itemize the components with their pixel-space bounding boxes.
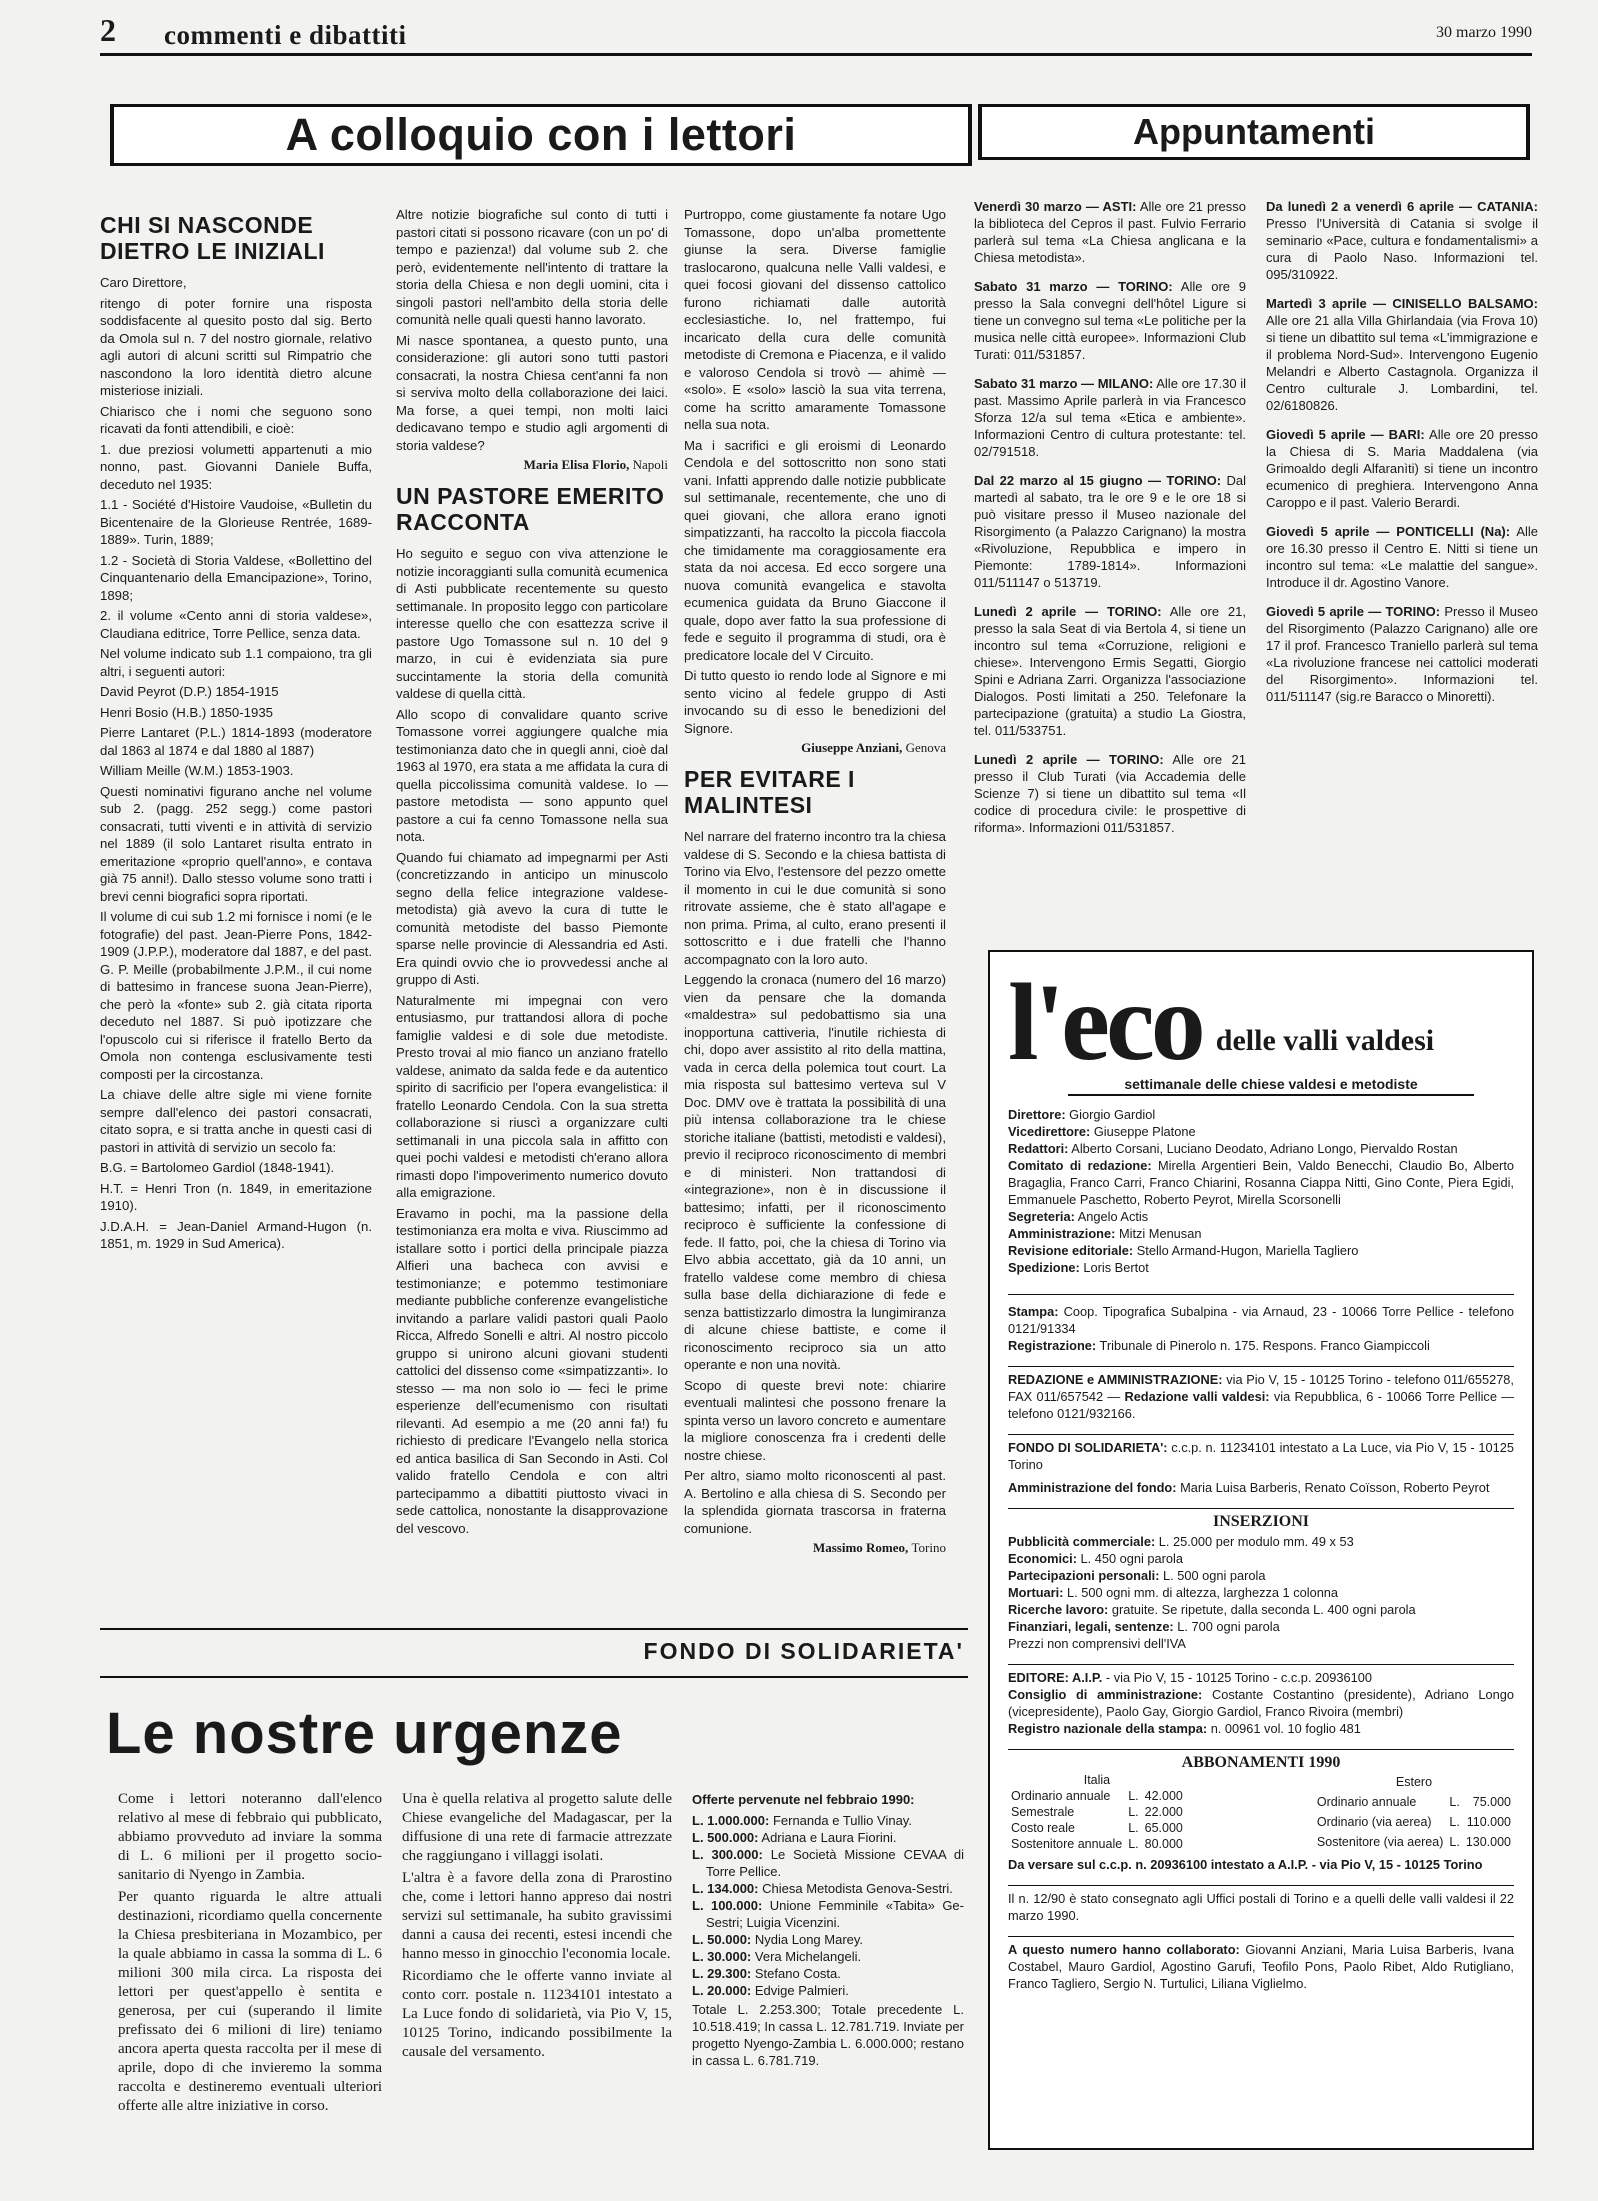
offerta-amount: L. 300.000: (692, 1847, 763, 1862)
page-header (100, 12, 1532, 56)
staff-item (1008, 1140, 1514, 1157)
eco-redazione-value: via Pio V, 15 - 10125 Torino - telefono 011/655278, FAX 011/657542 — (1008, 1372, 1514, 1404)
offerte-title: Offerte pervenute nel febbraio 1990: (692, 1792, 915, 1807)
article-paragraph: Scopo di queste brevi note: chiarire eventuali malintesi che possono frenare la spinta verso un lavoro concreto e aumentare la migliore conoscenza fra i credenti delle nostre chiese. (684, 1377, 946, 1463)
article-paragraph: Eravamo in pochi, ma la passione della testimonianza era molta e viva. Riuscimmo ad istallare sotto i portici della principale piazza Alfieri una bacheca con avvisi e testimonianze; e potemmo testimoniare mediante pubbliche conferenze evangelistiche invitando a parlare validi pastori quali Paolo Ricca, Alfredo Sonelli e altri. Al nostro piccolo gruppo si unirono alcuni giovani studenti cattolici del dissenso come «simpatizzanti». Io stesso — ma non solo io — feci le prime esperienze dell'ecumenismo con risultati rilevanti. Ad esempio a me (20 anni fa!) fu richiesto di predicare l'Evangelo nella storica ed antica basilica di San Secondo in Asti. Col valido fratello Cendola e con altri partecipammo a dibattiti piuttosto vivaci in sede cattolica, nonostante la disapprovazione del vescovo. (396, 1205, 668, 1536)
staff-label: Redattori: (1008, 1141, 1069, 1156)
eco-collaborato-block (1008, 1936, 1514, 1992)
staff-value: Giuseppe Platone (1093, 1124, 1196, 1139)
fondo-title: Le nostre urgenze (106, 1701, 623, 1766)
article-paragraph: 2. il volume «Cento anni di storia valdese», Claudiana editrice, Torre Pellice, senza data. (100, 608, 372, 641)
appuntamento-item (1266, 523, 1538, 591)
abbonamento-row (1314, 1792, 1514, 1812)
staff-value: Mitzi Menusan (1118, 1226, 1202, 1241)
offerta-who: Le Società Missione CEVAA di Torre Pellice. (706, 1847, 964, 1879)
abbonamento-row (1008, 1820, 1186, 1836)
staff-label: Direttore: (1008, 1107, 1066, 1122)
offerta-who: Edvige Palmieri. (754, 1983, 849, 1998)
appuntamento-when: Martedì 3 aprile — CINISELLO BALSAMO: (1266, 296, 1538, 311)
fondo-column-3 (692, 1790, 964, 2190)
appuntamento-text: Alle ore 20 presso la Chiesa di S. Maria Maddalena (via Grimoaldo degli Alfaranìti) si tiene un incontro ecumenico di preghiera. Intervengono Anna Caroppo e il past. Valerio Berardi. (1266, 427, 1538, 510)
fondo-paragraph: Ricordiamo che le offerte vanno inviate al conto corr. postale n. 11234101 intestato a La Luce fondo di solidarietà, via Pio V, 15, 10125 Torino, indicando possibilmente la causale del versamento. (402, 1968, 672, 2060)
signature-name: Maria Elisa Florio (523, 457, 627, 472)
abbonamento-row (1008, 1836, 1186, 1852)
eco-logo: l'eco (1008, 961, 1202, 1083)
abbonamento-row (1008, 1804, 1186, 1820)
appuntamento-text: Alle ore 16.30 presso il Centro E. Nitti si tiene un incontro sul tema: «Le malattie del sangue». Introduce il dr. Agostino Vanore. (1266, 524, 1538, 590)
staff-item (1008, 1259, 1514, 1276)
article-paragraph: Mi nasce spontanea, a questo punto, una considerazione: gli autori sono tutti pastori consacrati, la nostra Chiesa cent'anni fa non si serviva molto della collaborazione dei laici. Ma forse, a quei tempi, non molti laici dedicavano tempo e studio agli argomenti di storia valdese? (396, 332, 668, 453)
lettori-title-box (110, 104, 972, 166)
abbonamento-cell: 65.000 (1144, 1821, 1183, 1835)
staff-item (1008, 1106, 1514, 1123)
article-paragraph: David Peyrot (D.P.) 1854-1915 (100, 684, 279, 699)
article-paragraph: Ma i sacrifici e gli eroismi di Leonardo Cendola e del sottoscritto non sono stati vani. Infatti apprendo dalle notizie pubblicate sul settimanale, recentemente, che uno di quei giovani, che allora erano ignoti simpatizzanti, ha raccolto la piccola fiaccola che timidamente ma coraggiosamente era stata da noi accesa. Ed ecco sorgere una nuova comunità evangelica e stavolta ecumenica guidata da Bruno Giaccone il quale, dopo aver fatto la sua professione di fede e seguito il programma di studi, ora è predicatore locale del V Circuito. (684, 437, 946, 663)
appuntamento-when: Sabato 31 marzo — MILANO: (974, 376, 1154, 391)
eco-amm-fondo-value: Maria Luisa Barberis, Renato Coïsson, Roberto Peyrot (1180, 1480, 1490, 1495)
staff-label: Segreteria: (1008, 1209, 1075, 1224)
eco-chiuso-block (1008, 1885, 1514, 1924)
eco-inserzioni-block (1008, 1508, 1514, 1652)
abbonamento-cell: 110.000 (1466, 1815, 1511, 1829)
lettori-title: A colloquio con i lettori (285, 109, 797, 160)
staff-value: Giorgio Gardiol (1069, 1107, 1156, 1122)
issue-date: 30 marzo 1990 (1436, 24, 1532, 41)
eco-inserzioni-title: INSERZIONI (1212, 1513, 1310, 1530)
article-paragraph: Questi nominativi figurano anche nel volume sub 2. (pagg. 252 segg.) come pastori consacrati, tutti viventi e in attività di servizio nel 1889 (il solo Lantaret risulta entrato in emeritazione «proprio quell'anno», e contava già 75 anni!). Dallo stesso volume sono tratti i brevi cenni biografici sopra riportati. (100, 783, 372, 904)
offerta-amount: L. 1.000.000: (692, 1813, 770, 1828)
appuntamento-item (974, 278, 1246, 363)
staff-item (1008, 1225, 1514, 1242)
abbonamento-cell: Ordinario (via aerea) (1316, 1815, 1432, 1829)
eco-redazione-valli-label: Redazione valli valdesi: (1124, 1389, 1270, 1404)
fondo-paragraph: Come i lettori noteranno dall'elenco relativo al mese di febbraio qui pubblicato, abbiamo provveduto ad inviare la somma di L. 6 milioni per il progetto socio-sanitario di Nyengo in Zambia. (118, 1791, 382, 1883)
appuntamento-text: Alle ore 21 presso il Club Turati (via Accademia delle Scienze 7) si tiene un dibattito sul tema «Il codice di procedura civile: le prospettive di riforma». Informazioni 011/531857. (974, 752, 1246, 835)
offerta-amount: L. 29.300: (692, 1966, 752, 1981)
eco-stampa-block (1008, 1294, 1514, 1354)
offerta-item (692, 1829, 964, 1846)
offerta-item (692, 1880, 964, 1897)
eco-abbonamenti-title: ABBONAMENTI 1990 (1181, 1754, 1341, 1771)
signature-city: Napoli (632, 457, 668, 472)
appuntamenti-title: Appuntamenti (1133, 111, 1375, 152)
eco-abbonamenti-block (1008, 1749, 1514, 1873)
abbonamento-row (1314, 1832, 1514, 1852)
appuntamento-item (1266, 198, 1538, 283)
appuntamento-when: Da lunedì 2 a venerdì 6 aprile — CATANIA: (1266, 199, 1538, 214)
inserzione-label: Finanziari, legali, sentenze: (1008, 1619, 1174, 1634)
article-paragraph: Nel narrare del fraterno incontro tra la chiesa valdese di S. Secondo e la chiesa battista di Torino via Elvo, l'estensore del pezzo omette il momento in cui le due comunità si sono ritrovate assieme, che è stato all'agape e non prima. Prima, al culto, erano presenti il sottoscritto e i due fratelli che l'hanno accompagnato con la loro auto. (684, 829, 946, 967)
abbonamento-cell: 130.000 (1465, 1835, 1511, 1849)
abbonamento-cell: Semestrale (1011, 1805, 1075, 1819)
abbonamento-cell: 80.000 (1144, 1837, 1183, 1851)
signature-city: Torino (911, 1540, 946, 1555)
offerta-who: Vera Michelangeli. (754, 1949, 862, 1964)
abbonamenti-estero-head: Estero (1395, 1775, 1433, 1789)
article-signature: Massimo Romeo, Torino (812, 1540, 946, 1555)
inserzione-value: L. 450 ogni parola (1080, 1551, 1184, 1566)
offerta-amount: L. 30.000: (692, 1949, 752, 1964)
offerta-item (692, 1931, 964, 1948)
offerta-who: Stefano Costa. (754, 1966, 841, 1981)
inserzione-value: Prezzi non comprensivi dell'IVA (1008, 1636, 1186, 1651)
offerta-item (692, 1948, 964, 1965)
eco-collaborato-label: A questo numero hanno collaborato: (1008, 1942, 1240, 1957)
staff-item (1008, 1208, 1514, 1225)
staff-label: Revisione editoriale: (1008, 1243, 1134, 1258)
abbonamento-row (1314, 1812, 1514, 1832)
abbonamento-cell: Ordinario annuale (1011, 1789, 1111, 1803)
eco-consiglio-label: Consiglio di amministrazione: (1008, 1687, 1203, 1702)
abbonamento-cell: Sostenitore annuale (1011, 1837, 1123, 1851)
lettori-column-3 (684, 206, 946, 1616)
appuntamento-text: Alle ore 17.30 il past. Massimo Aprile parlerà in via Francesco Sforza 12/a sul tema «Etica e ambiente». Informazioni Centro di cultura protestante: tel. 02/791518. (974, 376, 1246, 459)
abbonamenti-italia-head: Italia (1083, 1773, 1111, 1787)
lettori-column-2 (396, 206, 668, 1626)
eco-logo-subtitle: delle valli valdesi (1215, 1024, 1435, 1057)
staff-item (1008, 1242, 1514, 1259)
offerta-item (692, 1982, 964, 1999)
abbonamento-cell: L. (1128, 1821, 1139, 1835)
appuntamento-when: Dal 22 marzo al 15 giugno — TORINO: (974, 473, 1222, 488)
article-paragraph: 1.2 - Società di Storia Valdese, «Bollettino del Cinquantenario della Emancipazione», Torino, 1898; (100, 552, 372, 603)
offerta-amount: L. 100.000: (692, 1898, 763, 1913)
offerta-item (692, 1846, 964, 1880)
article-paragraph: Altre notizie biografiche sul conto di tutti i pastori citati si possono ricavare (con un po' di tempo e pazienza!) dal volume sub 2. che però, evidentemente nell'intento di trattare la storia della Chiesa e non degli uomini, cita i singoli pastori nell'ambito della storia delle comunità nelle quali questi hanno lavorato. (396, 207, 668, 327)
appuntamento-item (974, 603, 1246, 739)
appuntamento-item (974, 375, 1246, 460)
appuntamento-item (1266, 426, 1538, 511)
abbonamento-cell: 75.000 (1472, 1795, 1511, 1809)
staff-value: Loris Bertot (1083, 1260, 1149, 1275)
article-paragraph: B.G. = Bartolomeo Gardiol (1848-1941). (100, 1160, 335, 1175)
appuntamento-when: Lunedì 2 aprile — TORINO: (974, 752, 1164, 767)
inserzione-item (1008, 1550, 1514, 1567)
inserzione-item (1008, 1601, 1514, 1618)
offerta-who: Adriana e Laura Fiorini. (761, 1830, 897, 1845)
appuntamento-text: Alle ore 21 alla Villa Ghirlandaia (via Frova 10) si tiene un dibattito sul tema «L'immigrazione e il problema Nord-Sud». Intervengono Eugenio Melandri e Alberto Castagnola. Organizza il Centro culturale J. Lombardini, tel. 02/6180826. (1266, 313, 1538, 413)
inserzione-label: Ricerche lavoro: (1008, 1602, 1109, 1617)
eco-registro-label: Registro nazionale della stampa: (1008, 1721, 1208, 1736)
inserzione-value: L. 500 ogni mm. di altezza, larghezza 1 colonna (1067, 1585, 1339, 1600)
offerte-totale: Totale L. 2.253.300; Totale precedente L. 10.518.419; In cassa L. 12.781.719. Inviate per progetto Nyengo-Zambia L. 6.000.000; restano in cassa L. 6.781.719. (692, 2002, 964, 2068)
staff-value: Mirella Argentieri Bein, Valdo Benecchi, Claudio Bo, Alberto Bragaglia, Franco Carri, Franco Chiarini, Rosanna Ciappa Nitti, Gino Conte, Piera Egidi, Emmanuele Paschetto, Roberto Peyrot, Mirella Scorsonelli (1008, 1158, 1514, 1207)
article-paragraph: Di tutto questo io rendo lode al Signore e mi sento vicino al fedele gruppo di Asti invocando su di esso le benedizioni del Signore. (684, 668, 946, 736)
inserzione-label: Mortuari: (1008, 1585, 1064, 1600)
abbonamenti-estero-table (1314, 1772, 1514, 1852)
appuntamento-text: Alle ore 21, presso la sala Seat di via Bertola 4, si tiene un incontro sul tema «Corruzione, religioni e chiese». Intervengono Ermis Segatti, Giorgio Spini e Adriana Zarri. Organizza l'associazione Dialogos. Posti limitati a 250. Telefonare la partecipazione (gratuita) a studio La Giostra, tel. 011/533751. (974, 604, 1246, 738)
offerta-amount: L. 500.000: (692, 1830, 759, 1845)
article-title: CHI SI NASCONDE DIETRO LE INIZIALI (100, 212, 325, 264)
abbonamento-cell: Ordinario annuale (1316, 1795, 1417, 1809)
appuntamento-item (974, 472, 1246, 591)
appuntamento-text: Dal martedì al sabato, tra le ore 9 e le ore 18 si può visitare presso il Museo nazionale del Risorgimento (a Palazzo Carignano) la mostra «Rivoluzione, Repubblica e impero in Piemonte: 1789-1814». Informazioni 011/511147 o 513719. (974, 473, 1246, 590)
offerta-amount: L. 20.000: (692, 1983, 752, 1998)
abbonamento-cell: L. (1449, 1835, 1460, 1849)
eco-chiuso: Il n. 12/90 è stato consegnato agli Uffici postali di Torino e a quelli delle valli valdesi il 22 marzo 1990. (1008, 1891, 1514, 1923)
eco-stampa-value: Coop. Tipografica Subalpina - via Arnaud, 23 - 10066 Torre Pellice - telefono 0121/91334 (1008, 1304, 1514, 1336)
eco-fondo-label: FONDO DI SOLIDARIETA': (1008, 1440, 1168, 1455)
abbonamento-cell: 42.000 (1144, 1789, 1183, 1803)
eco-redazione-valli-value: via Repubblica, 6 - 10066 Torre Pellice — telefono 0121/932166. (1008, 1389, 1515, 1421)
inserzione-item (1008, 1567, 1514, 1584)
staff-value: Angelo Actis (1077, 1209, 1149, 1224)
staff-item (1008, 1157, 1514, 1208)
article-paragraph: Quando fui chiamato ad impegnarmi per Asti (concretizzando in anticipo un minuscolo segno della felice integrazione valdese-metodista) già avevo la cura di tutte le comunità metodiste del basso Piemonte sparse nelle provincie di Alessandria ed Asti. Era quindi ovvio che io provvedessi anche al gruppo di Asti. (396, 849, 668, 987)
eco-subtitle: settimanale delle chiese valdesi e metodiste (1068, 1076, 1474, 1096)
signature-name: Giuseppe Anziani (801, 740, 900, 755)
eco-editore-label: EDITORE: A.I.P. (1008, 1670, 1103, 1685)
article-paragraph: Allo scopo di convalidare quanto scrive Tomassone vorrei aggiungere qualche mia testimonianza dato che in quegli anni, cioè dal 1963 al 1970, era stata a me affidata la cura di quella piccolissima comunità valdese. Io — pastore metodista — sono appunto quel pastore a cui fa cenno Tomassone nella sua nota. (396, 706, 668, 844)
appuntamento-item (974, 198, 1246, 266)
article-paragraph: Henri Bosio (H.B.) 1850-1935 (100, 704, 273, 720)
inserzione-value: gratuite. Se ripetute, dalla seconda L. 400 ogni parola (1111, 1602, 1416, 1617)
staff-item (1008, 1123, 1514, 1140)
section-title: commenti e dibattiti (164, 20, 407, 50)
inserzione-item (1008, 1618, 1514, 1635)
eco-fondo-value: c.c.p. n. 11234101 intestato a La Luce, via Pio V, 15 - 10125 Torino (1008, 1440, 1514, 1472)
staff-value: Alberto Corsani, Luciano Deodato, Adriano Longo, Piervaldo Rostan (1071, 1141, 1458, 1156)
eco-collaborato-value: Giovanni Anziani, Maria Luisa Barberis, Ivana Costabel, Mauro Gardiol, Agostino Garufi, Teofilo Pons, Paolo Ribet, Aldo Rutigliano, Franco Tagliero, Sergio N. Turtulici, Liliana Viglielmo. (1008, 1942, 1514, 1991)
inserzione-value: L. 25.000 per modulo mm. 49 x 53 (1158, 1534, 1354, 1549)
article-paragraph: Naturalmente mi impegnai con vero entusiasmo, pur trattandosi allora di poche famiglie valdesi e di sole due metodiste. Presto trovai al mio fianco un anziano fratello valdese, animato da salda fede e da autentico spirito di sacrificio per l'opera evangelistica: il fratello Leonardo Cendola. Con la sua stretta collaborazione si riuscì a organizzare culti settimanali in una piccola sala in affitto con quei pochi valdesi e metodisti ch'erano allora rimasti dopo l'impoverimento numerico dovuto alla emigrazione. (396, 992, 668, 1200)
article-paragraph: La chiave delle altre sigle mi viene fornite sempre dall'elenco dei pastori consacrati, citato sopra, e si tratta anche in questi casi di pastori in attività di servizio un secolo fa: (100, 1087, 372, 1155)
offerta-amount: L. 50.000: (692, 1932, 752, 1947)
appuntamento-item (1266, 603, 1538, 705)
eco-editore-value: - via Pio V, 15 - 10125 Torino - c.c.p. 20936100 (1105, 1670, 1372, 1685)
article-paragraph: ritengo di poter fornire una risposta soddisfacente al quesito posto dal sig. Berto da Omola sul n. 7 del nostro giornale, relativo agli autori di alcuni scritti sul Rimpatrio che nascondono la loro identità dietro alcune misteriose iniziali. (100, 295, 372, 398)
article-paragraph: H.T. = Henri Tron (n. 1849, in emeritazione 1910). (100, 1180, 372, 1213)
eco-registro-value: n. 00961 vol. 10 foglio 481 (1210, 1721, 1361, 1736)
article-title: UN PASTORE EMERITO RACCONTA (396, 483, 665, 535)
appuntamento-when: Giovedì 5 aprile — TORINO: (1266, 604, 1441, 619)
appuntamento-text: Presso l'Università di Catania si svolge il seminario «Pace, cultura e fondamentalismi» a cura di Paolo Naso. Informazioni tel. 095/310922. (1266, 216, 1538, 282)
abbonamenti-italia-table (1008, 1772, 1186, 1852)
article-paragraph: Leggendo la cronaca (numero del 16 marzo) vien da pensare che la domanda «maldestra» sul pedobattismo sia una inopportuna cattiveria, l'inutile richiesta di chi, dopo aver assistito al rito della mattina, vada in cerca della polemica tout court. La mia risposta sul battesimo verteva sul V Doc. DMV ove è trattata la possibilità di una più intensa collaborazione tra le chiese storiche italiane (battisti, metodisti e valdesi), previo il reciproco riconoscimento di membri e di ministeri. Non trattandosi di «integrazione», non è in discussione il battesimo; infatti, per il riconoscimento reciproco è sufficiente la confessione di fede. Il fatto, poi, che la chiesa di Torino via Elvo abbia accettato, già da 10 anni, un fratello valdese come membro di chiesa sulla base della dichiarazione di fede e senza battistizzarlo dimostra la lungimiranza di alcune chiese battiste, e come il riconoscimento reciproco sia un atto operante e non una novità. (684, 972, 946, 1372)
fondo-paragraph: L'altra è a favore della zona di Prarostino che, come i lettori hanno appreso dai nostri servizi sul settimanale, ha subito gravissimi danni a causa dei recenti, estesi incendi che hanno messo in ginocchio l'economia locale. (402, 1870, 672, 1962)
lettori-column-1 (100, 206, 372, 1626)
eco-consiglio-value: Costante Costantino (presidente), Adriano Longo (vicepresidente), Paolo Gay, Giorgio Gardiol, Franco Rivoira (membri) (1008, 1687, 1514, 1719)
abbonamento-cell: L. (1128, 1805, 1139, 1819)
appuntamento-text: Presso il Museo del Risorgimento (Palazzo Carignano) alle ore 17 il prof. Francesco Traniello parlerà sul tema «La rivoluzione francese nei cattolici moderati del Risorgimento». Informazioni tel. 011/511147 (sig.re Baracco o Minoretti). (1266, 604, 1538, 704)
abbonamento-cell: Costo reale (1011, 1821, 1075, 1835)
inserzione-item (1008, 1533, 1514, 1550)
appuntamento-text: Alle ore 21 presso la biblioteca del Cepros il past. Fulvio Ferrario parlerà sul tema «La Chiesa anglicana e la Chiesa metodista». (974, 199, 1246, 265)
fondo-label: FONDO DI SOLIDARIETA' (643, 1638, 964, 1664)
signature-name: Massimo Romeo (812, 1540, 906, 1555)
article-paragraph: William Meille (W.M.) 1853-1903. (100, 763, 294, 778)
abbonamento-cell: 22.000 (1144, 1805, 1183, 1819)
offerta-amount: L. 134.000: (692, 1881, 759, 1896)
article-paragraph: 1. due preziosi volumetti appartenuti a mio nonno, past. Giovanni Daniele Buffa, deceduto nel 1935: (100, 441, 372, 492)
article-paragraph: J.D.A.H. = Jean-Daniel Armand-Hugon (n. 1851, m. 1929 in Sud America). (100, 1218, 372, 1251)
appuntamenti-column-2 (1266, 198, 1538, 918)
eco-redazione-label: REDAZIONE e AMMINISTRAZIONE: (1008, 1372, 1223, 1387)
abbonamento-cell: L. (1128, 1789, 1139, 1803)
staff-label: Spedizione: (1008, 1260, 1080, 1275)
signature-city: Genova (905, 740, 946, 755)
inserzione-label: Economici: (1008, 1551, 1077, 1566)
inserzione-item (1008, 1584, 1514, 1601)
offerta-item (692, 1812, 964, 1829)
offerta-who: Chiesa Metodista Genova-Sestri. (762, 1881, 953, 1896)
eco-staff-list (1008, 1106, 1514, 1276)
eco-amm-fondo-label: Amministrazione del fondo: (1008, 1480, 1177, 1495)
appuntamenti-column-1 (974, 198, 1246, 918)
inserzione-value: L. 500 ogni parola (1163, 1568, 1266, 1583)
appuntamento-item (974, 751, 1246, 836)
eco-fondo-block (1008, 1434, 1514, 1496)
fondo-header-line (100, 1628, 968, 1630)
article-signature: Giuseppe Anziani, Genova (801, 740, 946, 755)
article-paragraph: Nel volume indicato sub 1.1 compaiono, tra gli altri, i seguenti autori: (100, 646, 372, 679)
abbonamento-cell: L. (1449, 1815, 1460, 1829)
fondo-paragraph: Per quanto riguarda le altre attuali destinazioni, ricordiamo quella concernente la Chiesa presbiteriana in Mozambico, per la quale abbiamo in cassa la somma di L. 6 milioni 300 mila circa. La risposta dei lettori per quest'appello è sentita e generosa, per cui (superando il limite prefissato dei 6 milioni di lire) teniamo ancora aperta questa raccolta per il mese di aprile, dopo di che invieremo la somma raccolta e destineremo eventuali ulteriori offerte alle altre iniziative in corso. (118, 1889, 382, 2114)
fondo-column-2 (402, 1790, 672, 2190)
eco-editore-block (1008, 1664, 1514, 1737)
abbonamento-cell: L. (1128, 1837, 1139, 1851)
article-paragraph: Purtroppo, come giustamente fa notare Ugo Tomassone, dopo un'alba promettente giunse la sera. Diverse famiglie traslocarono, qualcuna nelle Valli valdesi, e quei focosi giovani del dissenso cattolico furono richiamati dalle autorità ecclesiastiche. Io, nel frattempo, fui incaricato della cura delle comunità metodiste di Cremona e Piacenza, e il valido e valoroso Cendola si trovò — ahimè — «solo». E «solo» lasciò la sua vita terrena, come ha scritto amaramente Tomassone nella sua nota. (684, 207, 946, 432)
inserzione-value: L. 700 ogni parola (1177, 1619, 1280, 1634)
staff-label: Vicedirettore: (1008, 1124, 1091, 1139)
eco-masthead (1008, 961, 1514, 1083)
article-paragraph: Per altro, siamo molto riconoscenti al past. A. Bertolino e alla chiesa di S. Secondo per la splendida giornata trascorsa in fraterna comunione. (684, 1468, 946, 1536)
offerta-who: Nydia Long Marey. (754, 1932, 864, 1947)
appuntamento-when: Giovedì 5 aprile — BARI: (1266, 427, 1425, 442)
appuntamento-text: Alle ore 9 presso la Sala convegni dell'hôtel Ligure si tiene un convegno sul tema «Le politiche per la musica nelle città europee». Informazioni Club Turati: 011/531857. (974, 279, 1246, 362)
article-signature: Maria Elisa Florio, Napoli (523, 457, 668, 472)
page-number: 2 (100, 12, 116, 48)
abbonamento-cell: Sostenitore (via aerea) (1316, 1835, 1444, 1849)
inserzione-item (1008, 1635, 1514, 1652)
staff-label: Comitato di redazione: (1008, 1158, 1152, 1173)
fondo-column-1 (118, 1790, 382, 2190)
eco-registrazione-label: Registrazione: (1008, 1338, 1097, 1353)
staff-label: Amministrazione: (1008, 1226, 1116, 1241)
offerta-item (692, 1897, 964, 1931)
article-paragraph: Caro Direttore, (100, 275, 187, 290)
offerta-item (692, 1965, 964, 1982)
article-paragraph: 1.1 - Société d'Histoire Vaudoise, «Bulletin du Bicentenaire de la Glorieuse Rentrée, 1689-1889». Turin, 1889; (100, 497, 372, 547)
abbonamento-row (1008, 1788, 1186, 1804)
eco-registrazione-value: Tribunale di Pinerolo n. 175. Respons. Franco Giampiccoli (1099, 1338, 1430, 1353)
article-paragraph: Il volume di cui sub 1.2 mi fornisce i nomi (e le fotografie) del past. Jean-Pierre Pons, 1842-1909 (J.P.P.), moderatore dal 1887, e del past. G. P. Meille (probabilmente J.P.M., il cui nome di battesimo in francese suona Jean-Pierre), che però la «fonte» sub 2. già citata riporta deceduto nel 1887. Si può ipotizzare che l'opuscolo cui si riferisce il fratello Berto da Omola non contenga esclusivamente testi composti per la circostanza. (100, 909, 372, 1082)
eco-redazione-block (1008, 1366, 1514, 1422)
inserzione-label: Partecipazioni personali: (1008, 1568, 1160, 1583)
abbonamento-cell: L. (1449, 1795, 1460, 1809)
appuntamento-when: Venerdì 30 marzo — ASTI: (974, 199, 1137, 214)
inserzione-label: Pubblicità commerciale: (1008, 1534, 1156, 1549)
appuntamenti-title-box (978, 104, 1530, 160)
eco-stampa-label: Stampa: (1008, 1304, 1059, 1319)
fondo-paragraph: Una è quella relativa al progetto salute delle Chiese evangeliche del Madagascar, per la diffusione di una rete di farmacie attrezzate che raggiungano i villaggi isolati. (402, 1791, 672, 1864)
appuntamento-when: Sabato 31 marzo — TORINO: (974, 279, 1173, 294)
eco-masthead-box (988, 950, 1534, 2150)
appuntamento-item (1266, 295, 1538, 414)
offerta-who: Unione Femminile «Tabita» Ge-Sestri; Luigia Vicenzini. (706, 1898, 964, 1930)
article-paragraph: Pierre Lantaret (P.L.) 1814-1893 (moderatore dal 1863 al 1874 e dal 1880 al 1887) (100, 725, 372, 758)
offerta-who: Fernanda e Tullio Vinay. (772, 1813, 912, 1828)
abbonamenti-versare: Da versare sul c.c.p. n. 20936100 intestato a A.I.P. - via Pio V, 15 - 10125 Torino (1008, 1857, 1483, 1872)
staff-value: Stello Armand-Hugon, Mariella Tagliero (1136, 1243, 1359, 1258)
fondo-title-rule (100, 1676, 968, 1678)
appuntamento-when: Giovedì 5 aprile — PONTICELLI (Na): (1266, 524, 1511, 539)
article-paragraph: Ho seguito e seguo con viva attenzione le notizie incoraggianti sulla comunità ecumenica di Asti pubblicate recentemente su questo settimanale. In proposito leggo con particolare interesse quello che con esattezza scrive il pastore Ugo Tomassone sul n. 10 del 9 marzo, in cui è evidenziata sia pure succintamente la storia della comunità valdese di quella città. (396, 546, 668, 701)
article-title: PER EVITARE I MALINTESI (684, 766, 855, 818)
appuntamento-when: Lunedì 2 aprile — TORINO: (974, 604, 1162, 619)
article-paragraph: Chiarisco che i nomi che seguono sono ricavati da fonti attendibili, e cioè: (100, 403, 372, 436)
